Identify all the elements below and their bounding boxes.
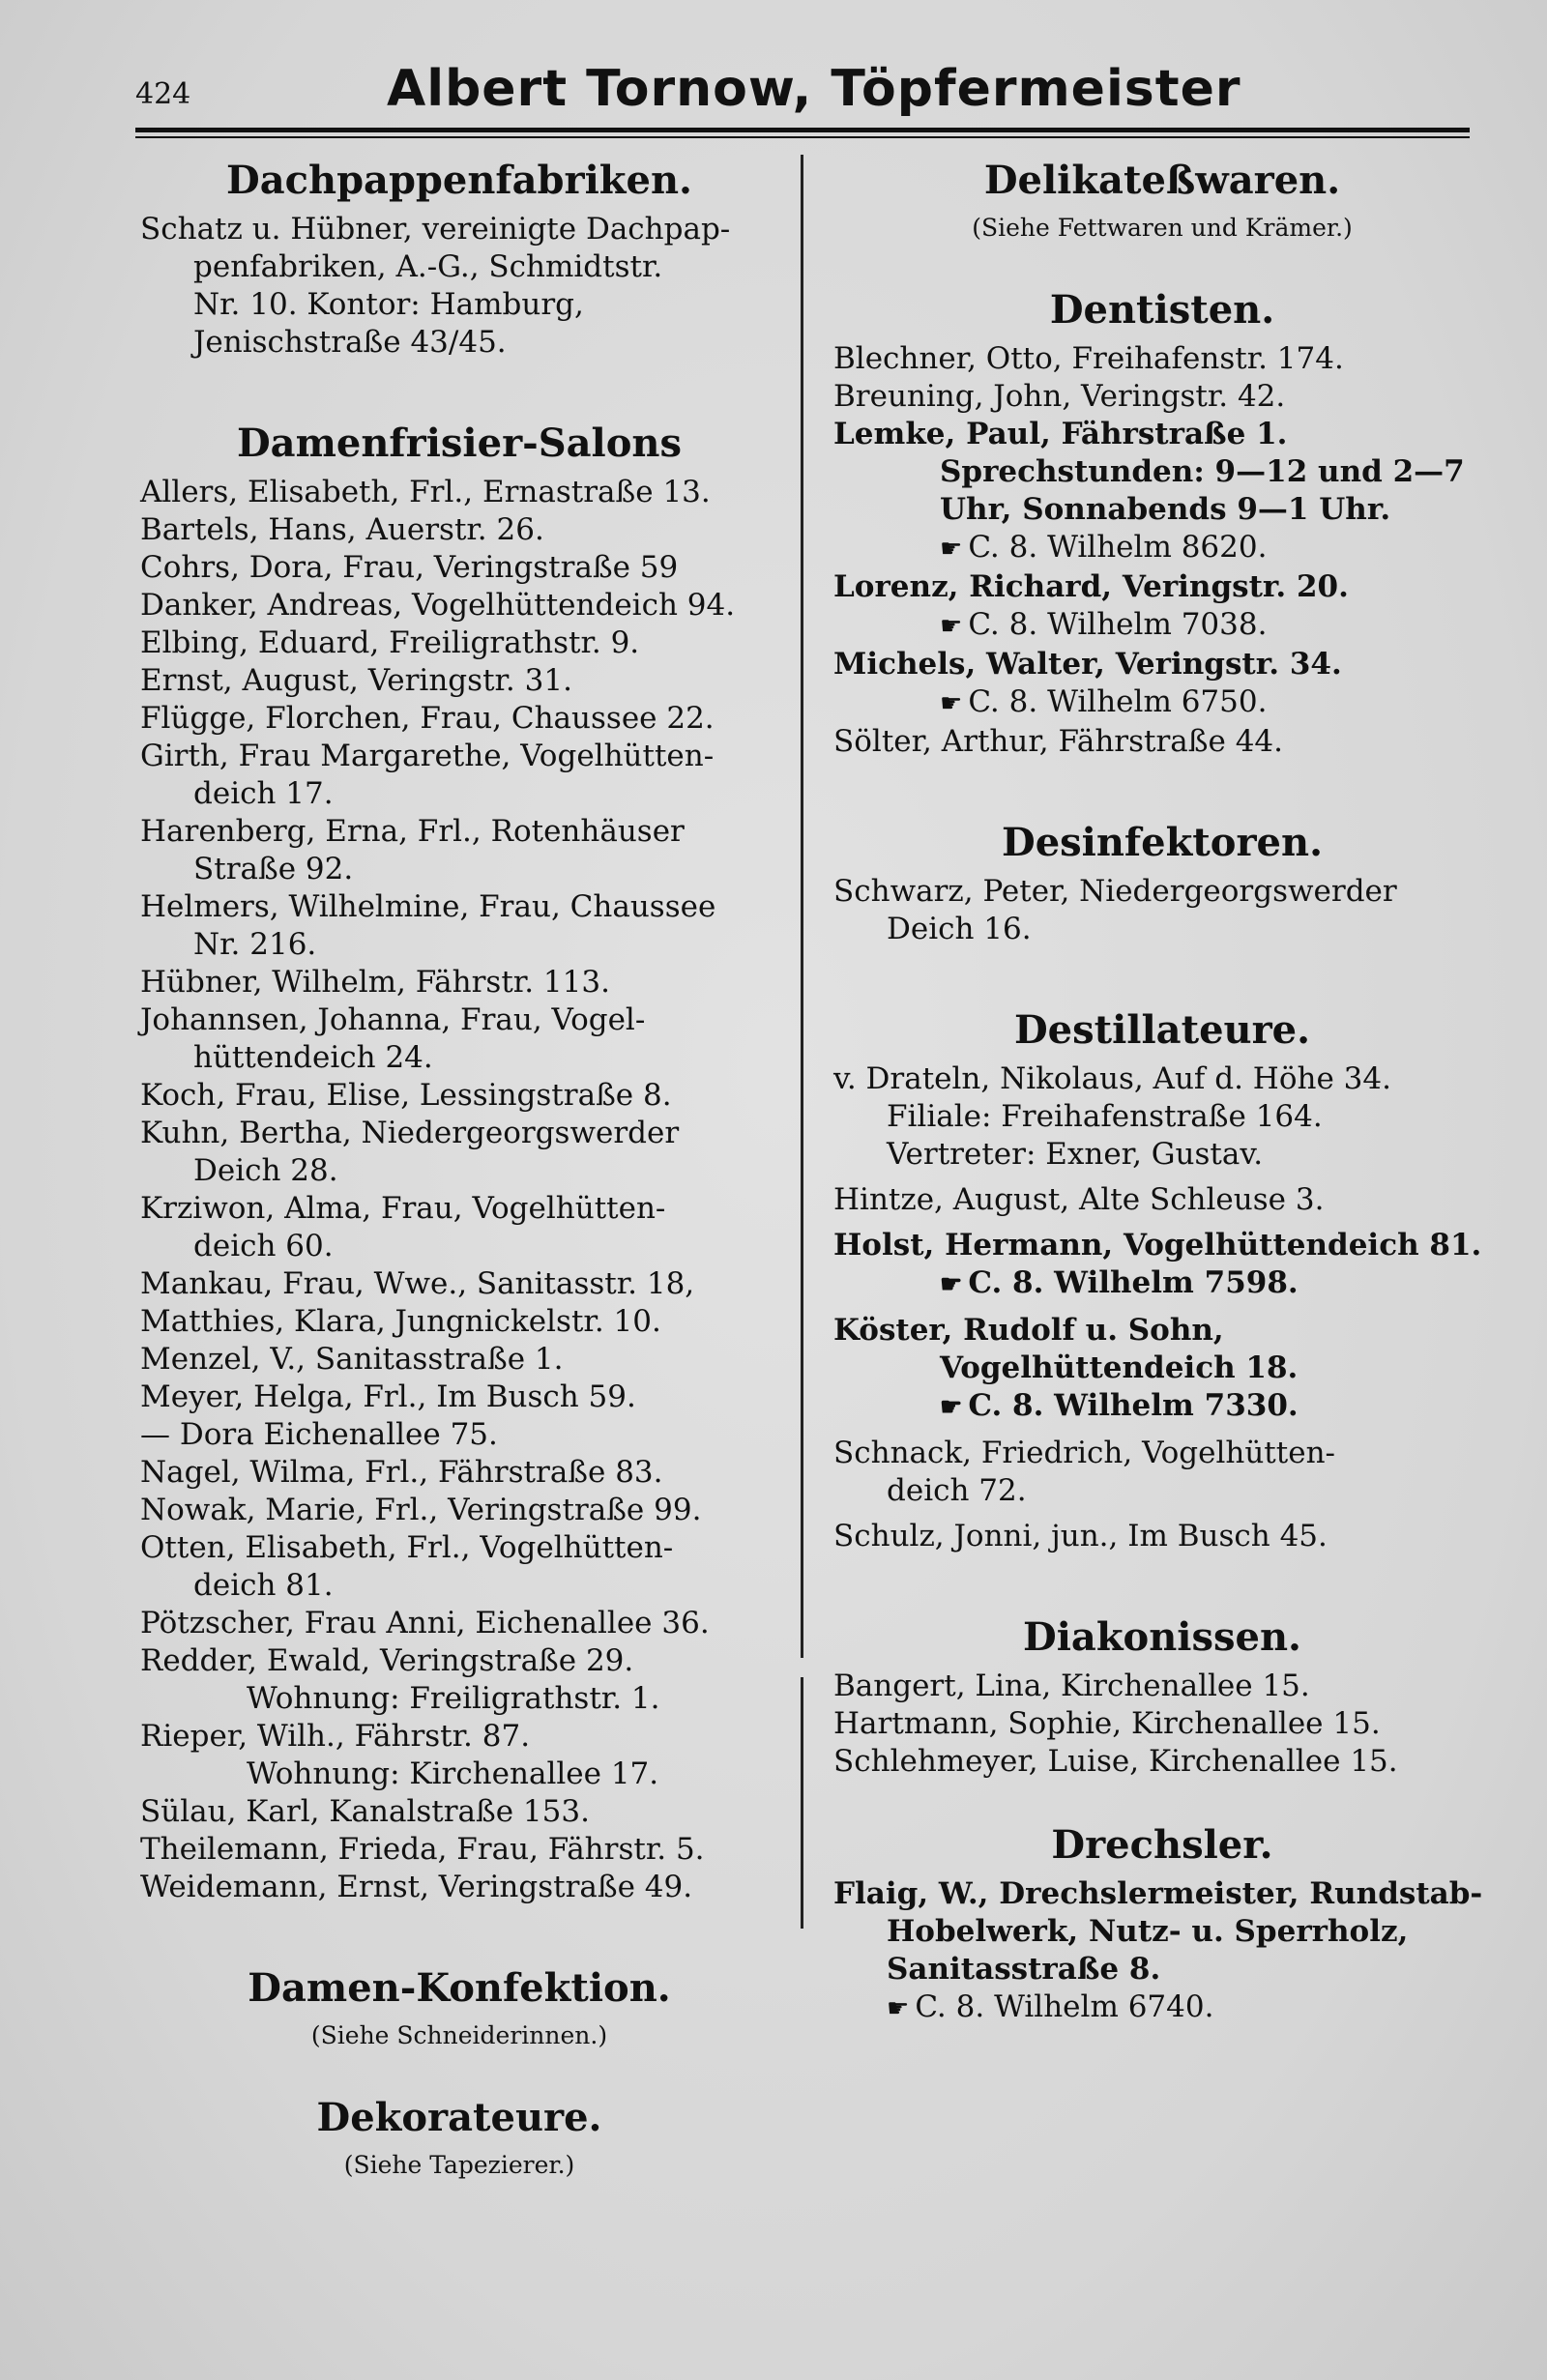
entry-line: Köster, Rudolf u. Sohn, xyxy=(833,1313,1224,1348)
telephone-hand-icon: ☛ xyxy=(940,612,963,641)
listing-entry xyxy=(140,700,778,738)
telephone-hand-icon: ☛ xyxy=(940,535,963,564)
entry-line: Sölter, Arthur, Fährstraße 44. xyxy=(833,724,1283,759)
entry-line: deich 60. xyxy=(193,1229,334,1263)
listing-entry xyxy=(140,738,778,813)
listing-entry xyxy=(140,1793,778,1831)
listing-entry xyxy=(140,511,778,549)
listing-entry-bold xyxy=(833,1227,1491,1304)
see-reference: (Siehe Tapezierer.) xyxy=(343,2151,575,2179)
listing-entry xyxy=(140,1190,778,1265)
listing-entry xyxy=(833,1518,1491,1555)
telephone-hand-icon: ☛ xyxy=(940,689,963,718)
listing-entry-bold xyxy=(833,568,1491,646)
entry-line: Cohrs, Dora, Frau, Veringstraße 59 xyxy=(140,550,679,585)
phone-line xyxy=(833,683,1491,723)
entry-line: Lemke, Paul, Fährstraße 1. xyxy=(833,417,1288,451)
entry-line: Deich 16. xyxy=(887,912,1032,946)
listing-entry xyxy=(140,1605,778,1642)
entry-line: Uhr, Sonnabends 9—1 Uhr. xyxy=(940,492,1391,527)
section-heading: Damenfrisier-Salons xyxy=(236,421,683,466)
section-desinfektoren xyxy=(833,817,1491,948)
phone-number: C. 8. Wilhelm 8620. xyxy=(968,530,1268,565)
phone-number: C. 8. Wilhelm 7038. xyxy=(968,607,1268,642)
listing-entry xyxy=(833,1743,1491,1781)
entry-line: Sprechstunden: 9—12 und 2—7 xyxy=(940,454,1465,489)
entry-line: Schlehmeyer, Luise, Kirchenallee 15. xyxy=(833,1744,1398,1779)
listing-entry xyxy=(140,1529,778,1605)
entry-line: Filiale: Freihafenstraße 164. xyxy=(887,1099,1323,1134)
listing-entry xyxy=(140,211,778,362)
entry-line: Krziwon, Alma, Frau, Vogelhütten- xyxy=(140,1191,666,1226)
listing-entry xyxy=(140,1869,778,1906)
entry-line: Hintze, August, Alte Schleuse 3. xyxy=(833,1182,1325,1217)
listing-entry-bold xyxy=(833,1875,1491,2028)
entry-line: Vertreter: Exner, Gustav. xyxy=(887,1137,1264,1172)
listing-entry xyxy=(833,723,1491,761)
entry-line: Harenberg, Erna, Frl., Rotenhäuser xyxy=(140,814,685,849)
section-heading: Dachpappenfabriken. xyxy=(226,158,692,203)
listing-entry xyxy=(833,1435,1491,1510)
entry-line: Schulz, Jonni, jun., Im Busch 45. xyxy=(833,1519,1328,1553)
section-dentisten xyxy=(833,284,1491,761)
listing-entry xyxy=(140,662,778,700)
listing-entry xyxy=(140,1831,778,1869)
entry-line: Bangert, Lina, Kirchenallee 15. xyxy=(833,1669,1310,1703)
entry-line: Rieper, Wilh., Fährstr. 87. xyxy=(140,1719,531,1754)
listing-entry xyxy=(140,587,778,624)
listing-entry xyxy=(833,873,1491,948)
see-reference: (Siehe Schneiderinnen.) xyxy=(310,2021,608,2049)
entry-line: deich 72. xyxy=(887,1473,1027,1508)
entry-line: Jenischstraße 43/45. xyxy=(193,325,507,360)
entry-line: Nr. 216. xyxy=(193,927,317,962)
listing-entry xyxy=(833,340,1491,378)
column-divider-lower xyxy=(801,1677,803,1929)
listing-entry xyxy=(140,1454,778,1492)
listing-entry xyxy=(140,474,778,511)
entry-line: Sülau, Karl, Kanalstraße 153. xyxy=(140,1794,590,1829)
entry-line: Wohnung: Kirchenallee 17. xyxy=(247,1756,659,1791)
section-heading: Damen-Konfektion. xyxy=(248,1965,671,2011)
phone-number: C. 8. Wilhelm 6750. xyxy=(968,684,1268,719)
phone-number: C. 8. Wilhelm 6740. xyxy=(915,1989,1214,2024)
entry-line: Flügge, Florchen, Frau, Chaussee 22. xyxy=(140,701,715,736)
listing-entry xyxy=(140,1642,778,1718)
phone-line xyxy=(833,529,1491,568)
entry-line: penfabriken, A.-G., Schmidtstr. xyxy=(193,249,663,284)
entry-line: Matthies, Klara, Jungnickelstr. 10. xyxy=(140,1304,661,1339)
listing-entry xyxy=(833,1668,1491,1705)
entry-line: Straße 92. xyxy=(193,852,354,886)
phone-line xyxy=(833,1988,1491,2028)
column-divider xyxy=(801,155,803,1658)
phone-line xyxy=(833,1264,1491,1304)
entry-line: Helmers, Wilhelmine, Frau, Chaussee xyxy=(140,889,716,924)
entry-line: deich 17. xyxy=(193,776,334,811)
entry-line: Bartels, Hans, Auerstr. 26. xyxy=(140,512,544,547)
entry-line: Elbing, Eduard, Freiligrathstr. 9. xyxy=(140,625,640,660)
entry-line: Breuning, John, Veringstr. 42. xyxy=(833,379,1286,414)
section-heading: Dentisten. xyxy=(1049,287,1275,333)
entry-line: Pötzscher, Frau Anni, Eichenallee 36. xyxy=(140,1606,710,1640)
entry-line: Danker, Andreas, Vogelhüttendeich 94. xyxy=(140,588,736,623)
header-rule xyxy=(135,128,1470,138)
entry-line: Sanitasstraße 8. xyxy=(887,1952,1161,1987)
listing-entry xyxy=(140,1379,778,1416)
entry-line: Ernst, August, Veringstr. 31. xyxy=(140,663,572,698)
entry-line: Redder, Ewald, Veringstraße 29. xyxy=(140,1643,634,1678)
entry-line: Weidemann, Ernst, Veringstraße 49. xyxy=(140,1870,693,1904)
listing-entry xyxy=(140,1265,778,1303)
telephone-hand-icon: ☛ xyxy=(940,1393,963,1422)
entry-line: Lorenz, Richard, Veringstr. 20. xyxy=(833,569,1349,604)
entry-line: Meyer, Helga, Frl., Im Busch 59. xyxy=(140,1379,636,1414)
section-damenfrisier-salons xyxy=(140,418,778,1906)
section-heading: Desinfektoren. xyxy=(1002,820,1323,865)
entry-line: Hübner, Wilhelm, Fährstr. 113. xyxy=(140,965,610,1000)
listing-entry xyxy=(140,1416,778,1454)
entry-line: Flaig, W., Drechslermeister, Rundstab- xyxy=(833,1876,1483,1911)
entry-line: Kuhn, Bertha, Niedergeorgswerder xyxy=(140,1116,680,1150)
listing-entry xyxy=(140,1718,778,1793)
phone-number: C. 8. Wilhelm 7598. xyxy=(968,1265,1299,1300)
entry-line: deich 81. xyxy=(193,1568,334,1603)
listing-entry xyxy=(833,1060,1491,1174)
running-title: Albert Tornow, Töpfermeister xyxy=(387,60,1241,118)
entry-line: Deich 28. xyxy=(193,1153,338,1188)
right-column xyxy=(833,155,1491,2028)
listing-entry xyxy=(140,964,778,1001)
entry-line: Theilemann, Frieda, Frau, Fährstr. 5. xyxy=(140,1832,705,1867)
entry-line: Mankau, Frau, Wwe., Sanitasstr. 18, xyxy=(140,1266,695,1301)
entry-line: Vogelhüttendeich 18. xyxy=(940,1350,1299,1385)
telephone-hand-icon: ☛ xyxy=(940,1270,963,1299)
entry-line: Koch, Frau, Elise, Lessingstraße 8. xyxy=(140,1078,672,1113)
entry-line: Otten, Elisabeth, Frl., Vogelhütten- xyxy=(140,1530,674,1565)
entry-line: Allers, Elisabeth, Frl., Ernastraße 13. xyxy=(140,475,711,509)
page-header xyxy=(135,60,1470,128)
entry-line: Johannsen, Johanna, Frau, Vogel- xyxy=(140,1002,646,1037)
section-heading: Diakonissen. xyxy=(1023,1614,1301,1660)
section-heading: Drechsler. xyxy=(1051,1822,1273,1868)
entry-line: Menzel, V., Sanitasstraße 1. xyxy=(140,1342,564,1377)
listing-entry xyxy=(140,1492,778,1529)
entry-line: Nagel, Wilma, Frl., Fährstraße 83. xyxy=(140,1455,663,1490)
listing-entry-bold xyxy=(833,1312,1491,1427)
phone-number: C. 8. Wilhelm 7330. xyxy=(968,1388,1299,1423)
entry-line: Schwarz, Peter, Niedergeorgswerder xyxy=(833,874,1397,909)
phone-line xyxy=(833,1387,1491,1427)
entry-line: Hobelwerk, Nutz- u. Sperrholz, xyxy=(887,1914,1409,1949)
listing-entry xyxy=(140,1077,778,1115)
listing-entry-bold xyxy=(833,416,1491,568)
section-damen-konfektion xyxy=(140,1962,778,2053)
entry-line: Schatz u. Hübner, vereinigte Dachpap- xyxy=(140,212,731,247)
listing-entry xyxy=(140,549,778,587)
entry-line: hüttendeich 24. xyxy=(193,1040,433,1075)
listing-entry xyxy=(140,624,778,662)
listing-entry xyxy=(833,1705,1491,1743)
entry-line: Michels, Walter, Veringstr. 34. xyxy=(833,647,1342,682)
entry-line: — Dora Eichenallee 75. xyxy=(140,1417,498,1452)
section-delikatesswaren xyxy=(833,155,1491,246)
see-reference: (Siehe Fettwaren und Krämer.) xyxy=(972,214,1353,242)
entry-line: Girth, Frau Margarethe, Vogelhütten- xyxy=(140,739,715,773)
listing-entry xyxy=(140,1341,778,1379)
section-dachpappenfabriken xyxy=(140,155,778,362)
section-diakonissen xyxy=(833,1611,1491,1781)
section-heading: Delikateßwaren. xyxy=(983,158,1341,203)
section-heading: Destillateure. xyxy=(1013,1007,1311,1053)
listing-entry xyxy=(833,1181,1491,1219)
entry-line: Blechner, Otto, Freihafenstr. 174. xyxy=(833,341,1344,376)
entry-line: v. Drateln, Nikolaus, Auf d. Höhe 34. xyxy=(833,1061,1391,1096)
entry-line: Schnack, Friedrich, Vogelhütten- xyxy=(833,1436,1336,1470)
page-number: 424 xyxy=(135,77,191,111)
entry-line: Nr. 10. Kontor: Hamburg, xyxy=(193,287,584,322)
listing-entry xyxy=(833,378,1491,416)
section-destillateure xyxy=(833,1004,1491,1555)
entry-line: Holst, Hermann, Vogelhüttendeich 81. xyxy=(833,1228,1482,1263)
telephone-hand-icon: ☛ xyxy=(887,1994,910,2023)
listing-entry xyxy=(140,888,778,964)
listing-entry xyxy=(140,1001,778,1077)
listing-entry-bold xyxy=(833,646,1491,723)
phone-line xyxy=(833,606,1491,646)
section-heading: Dekorateure. xyxy=(316,2095,602,2140)
listing-entry xyxy=(140,1303,778,1341)
section-drechsler xyxy=(833,1819,1491,2028)
entry-line: Nowak, Marie, Frl., Veringstraße 99. xyxy=(140,1493,702,1527)
section-dekorateure xyxy=(140,2092,778,2183)
listing-entry xyxy=(140,813,778,888)
entry-line: Wohnung: Freiligrathstr. 1. xyxy=(247,1681,660,1716)
left-column xyxy=(140,155,778,2183)
listing-entry xyxy=(140,1115,778,1190)
entry-line: Hartmann, Sophie, Kirchenallee 15. xyxy=(833,1706,1381,1741)
